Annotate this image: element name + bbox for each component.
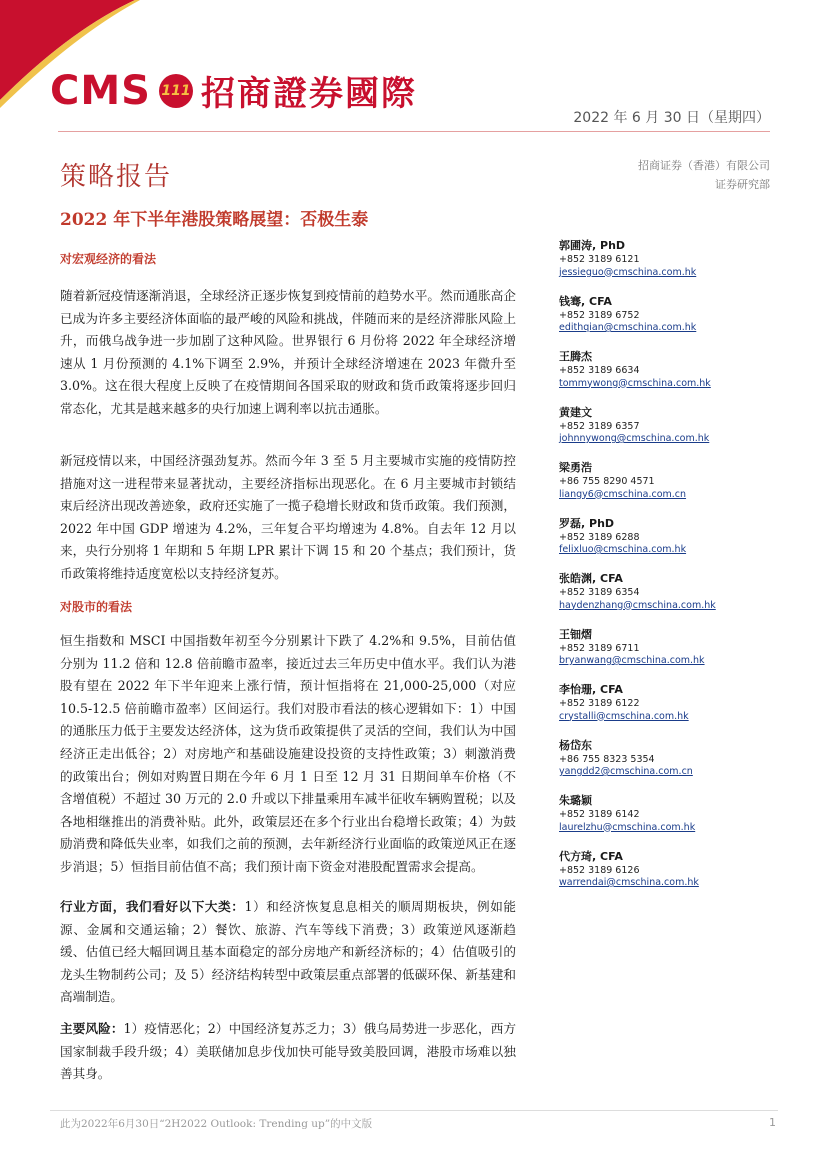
macro-heading: 对宏观经济的看法 [60,252,157,266]
analyst-phone: +852 3189 6354 [559,587,640,598]
analyst-entry [559,627,779,683]
analyst-email[interactable]: yangdd2@cmschina.com.cn [559,766,693,777]
macro-paragraph-1: 随着新冠疫情逐渐消退，全球经济正逐步恢复到疫情前的趋势水平。然而通胀高企已成为许多主要经济体面临的最严峻的风险和挑战，伴随而来的是经济滞胀风险上升，而俄乌战争进一步加剧了这种风险。世界银行 6 月份将 2022 年全球经济增速从 1 月份预测的 4.1%下调至 2.9%，并预计全球经济增速在 2023 年微升至 3.0%。这在很大程度上反映了在疫情期间各国采取的财政和货币政策将逐步回归常态化，尤其是越来越多的央行加速上调利率以抗击通胀。 [60,288,516,416]
logo-chinese-name: 招商證券國際 [200,74,417,114]
analyst-email[interactable]: felixluo@cmschina.com.hk [559,544,687,555]
analyst-email[interactable]: jessieguo@cmschina.com.hk [559,266,697,278]
footer-note: 此为2022年6月30日“2H2022 Outlook: Trending up”的中文版 [60,1118,373,1130]
analyst-name: 朱璐颖 [559,794,592,807]
analyst-name: 杨岱东 [559,738,592,752]
analyst-email[interactable]: haydenzhang@cmschina.com.hk [559,599,716,611]
analyst-phone: +852 3189 6122 [559,698,640,709]
footer-divider [50,1110,778,1111]
analyst-name: 王钿熠 [559,627,592,641]
analyst-entry [559,460,779,516]
industry-paragraph [60,896,516,1009]
analyst-phone: +852 3189 6711 [559,642,640,654]
analyst-entry [559,849,779,905]
analyst-phone: +852 3189 6634 [559,365,640,376]
analyst-list [559,238,779,904]
analyst-email[interactable]: liangy6@cmschina.com.cn [559,488,687,500]
report-type: 策略报告 [60,162,173,192]
analyst-email[interactable]: johnnywong@cmschina.com.hk [559,433,710,444]
market-heading: 对股市的看法 [60,600,133,614]
firm-name: 招商证券（香港）有限公司 [638,159,770,172]
analyst-name: 黄建文 [559,405,592,419]
analyst-phone: +852 3189 6142 [559,809,640,820]
analyst-entry [559,738,779,794]
macro-paragraph-2: 新冠疫情以来，中国经济强劲复苏。然而今年 3 至 5 月主要城市实施的疫情防控措施对这一进程带来显著扰动，主要经济指标出现恶化。在 6 月主要城市封锁结束后经济出现改善迹象，政府还实施了一揽子稳增长财政和货币政策。我们预测，2022 年中国 GDP 增速为 4.2%，三年复合平均增速为 4.8%。自去年 12 月以来，央行分别将 1 年期和 5 年期 LPR 累计下调 15 和 20 个基点；我们预计，货币政策将维持适度宽松以支持经济复苏。 [60,453,516,581]
analyst-name: 李怡珊, CFA [559,683,623,696]
risk-lead: 主要风险： [60,1021,124,1036]
analyst-entry [559,405,779,461]
risk-text: 1）疫情恶化；2）中国经济复苏乏力；3）俄乌局势进一步恶化，西方国家制裁手段升级；4）美联储加息步伐加快可能导致美股回调，港股市场难以独善其身。 [60,1021,516,1082]
industry-lead: 行业方面，我们看好以下大类： [60,899,245,914]
industry-text: 1）和经济恢复息息相关的顺周期板块，例如能源、金属和交通运输；2）餐饮、旅游、汽车等线下消费；3）政策逆风逐渐趋缓、估值已经大幅回调且基本面稳定的部分房地产和新经济标的；4）估值吸引的龙头生物制药公司；及 5）经济结构转型中政策层重点部署的低碳环保、新基建和高端制造。 [60,899,517,1005]
analyst-email[interactable]: edithqian@cmschina.com.hk [559,322,697,333]
analyst-entry [559,571,779,627]
company-logo [50,66,417,115]
analyst-phone: +852 3189 6126 [559,864,640,876]
firm-department: 证券研究部 [715,178,770,191]
analyst-phone: +86 755 8323 5354 [559,753,655,765]
analyst-name: 梁勇浩 [559,461,592,474]
report-date: 2022 年 6 月 30 日（星期四） [573,110,770,126]
analyst-phone: +852 3189 6357 [559,420,640,432]
analyst-name: 郭圃涛, PhD [559,239,626,252]
analyst-entry [559,682,779,738]
analyst-email[interactable]: bryanwang@cmschina.com.hk [559,655,705,666]
analyst-entry [559,294,779,350]
analyst-phone: +852 3189 6288 [559,531,640,543]
analyst-phone: +86 755 8290 4571 [559,476,655,487]
analyst-entry [559,349,779,405]
analyst-entry [559,516,779,572]
market-paragraph: 恒生指数和 MSCI 中国指数年初至今分别累计下跌了 4.2%和 9.5%，目前估值分别为 11.2 倍和 12.8 倍前瞻市盈率，接近过去三年历史中值水平。我们认为港股有望在 2022 年下半年迎来上涨行情，预计恒指将在 21,000-25,000（对应 10.5-12.5 倍前瞻市盈率）区间运行。我们对股市看法的核心逻辑如下：1）中国的通胀压力低于主要发达经济体，这为货币政策提供了灵活的空间，我们认为中国经济正走出低谷；2）对房地产和基础设施建设投资的支持性政策；3）刺激消费的政策出台；例如对购置日期在今年 6 月 1 日至 12 月 31 日期间单车价格（不含增值税）不超过 30 万元的 2.0 升或以下排量乘用车减半征收车辆购置税；以及各地相继推出的消费补贴。此外，政策层还在多个行业出台稳增长政策；4）为鼓励消费和降低失业率，如我们之前的预测，去年新经济行业面临的政策逆风正在逐步消退；5）恒指目前估值不高；我们预计南下资金对港股配置需求会提高。 [60,633,516,874]
analyst-phone: +852 3189 6121 [559,254,640,265]
analyst-email[interactable]: warrendai@cmschina.com.hk [559,877,699,888]
analyst-entry [559,238,779,294]
analyst-email[interactable]: laurelzhu@cmschina.com.hk [559,821,696,833]
header-divider [58,131,770,132]
analyst-name: 罗磊, PhD [559,516,615,530]
logo-cms-text: CMS [50,67,151,114]
logo-badge-icon: 111 [159,74,193,108]
report-title: 2022 年下半年港股策略展望：否极生泰 [60,210,369,230]
analyst-email[interactable]: crystalli@cmschina.com.hk [559,710,689,722]
analyst-name: 钱骞, CFA [559,294,612,308]
analyst-name: 王腾杰 [559,350,592,363]
analyst-phone: +852 3189 6752 [559,309,640,321]
analyst-entry [559,793,779,849]
page-number: 1 [769,1116,776,1129]
analyst-name: 张皓渊, CFA [559,572,623,585]
analyst-email[interactable]: tommywong@cmschina.com.hk [559,377,711,389]
firm-info [638,156,770,194]
risk-paragraph [60,1018,516,1086]
analyst-name: 代方琦, CFA [559,849,623,863]
